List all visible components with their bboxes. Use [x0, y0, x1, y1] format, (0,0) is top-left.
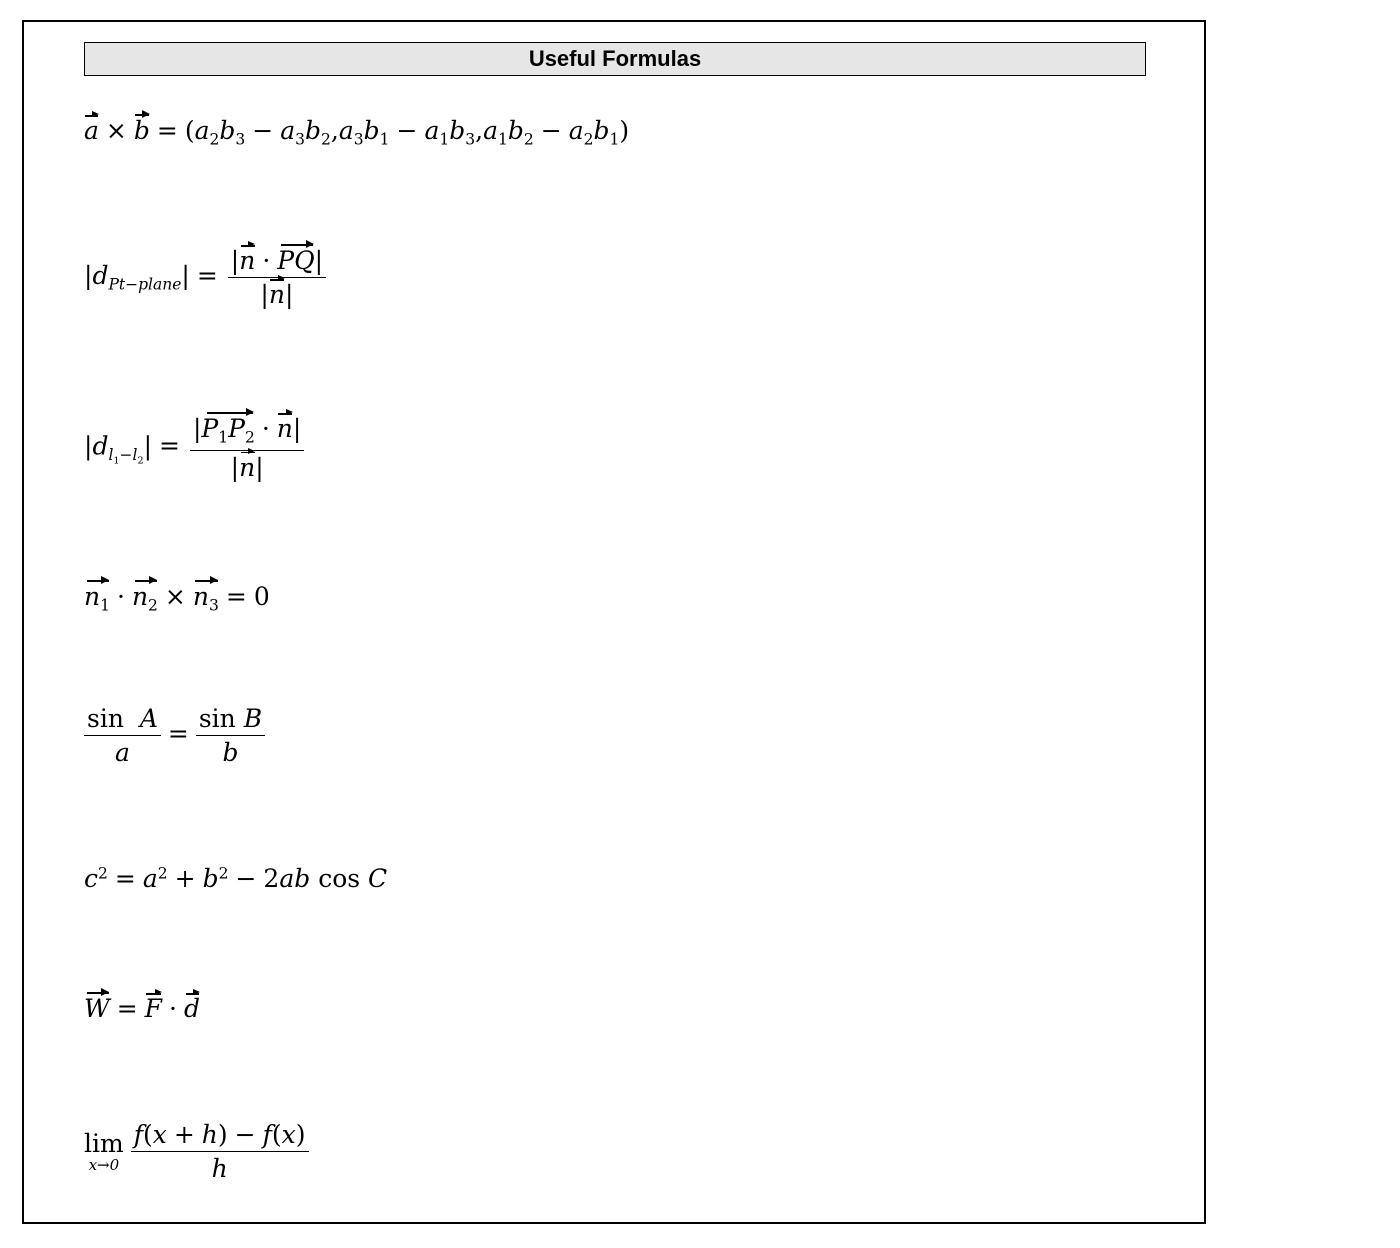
formula-cosine-law: $c^2 = a^2 + b^2 - 2ab$ cos C — [84, 864, 388, 893]
page-title: Useful Formulas — [528, 46, 702, 71]
formula-distance-point-plane: $|d_{Pt-plane}|$ = $\frac{|n \cdot PQ|}{|n|}$ — [84, 248, 329, 307]
title-bar — [84, 42, 1146, 76]
formula-work: W = F · d — [84, 994, 200, 1023]
formula-sine-law: $\frac{\text{sin A}}{a}$ = $\frac{\text{sin B}}{b}$ — [84, 706, 268, 765]
formula-limit-definition: lim x→0 $\frac{f(x + h) - f(x)}{h}$ — [84, 1122, 312, 1181]
formula-distance-line-line: $|d_{l_1-l_2}|$ = $\frac{|P_1P_2 \cdot n|}{|n|}$ — [84, 416, 307, 480]
formula-sheet — [22, 20, 1206, 1224]
formula-cross-product: $a \times b = (a_2b_3 - a_3b_2,a_3b_1 - a_1b_3,a_1b_2 - a_2b_1)$ — [84, 116, 630, 149]
formula-coplanar-normals: $n_1 \cdot n_2 \times n_3 = 0$ — [84, 582, 270, 615]
